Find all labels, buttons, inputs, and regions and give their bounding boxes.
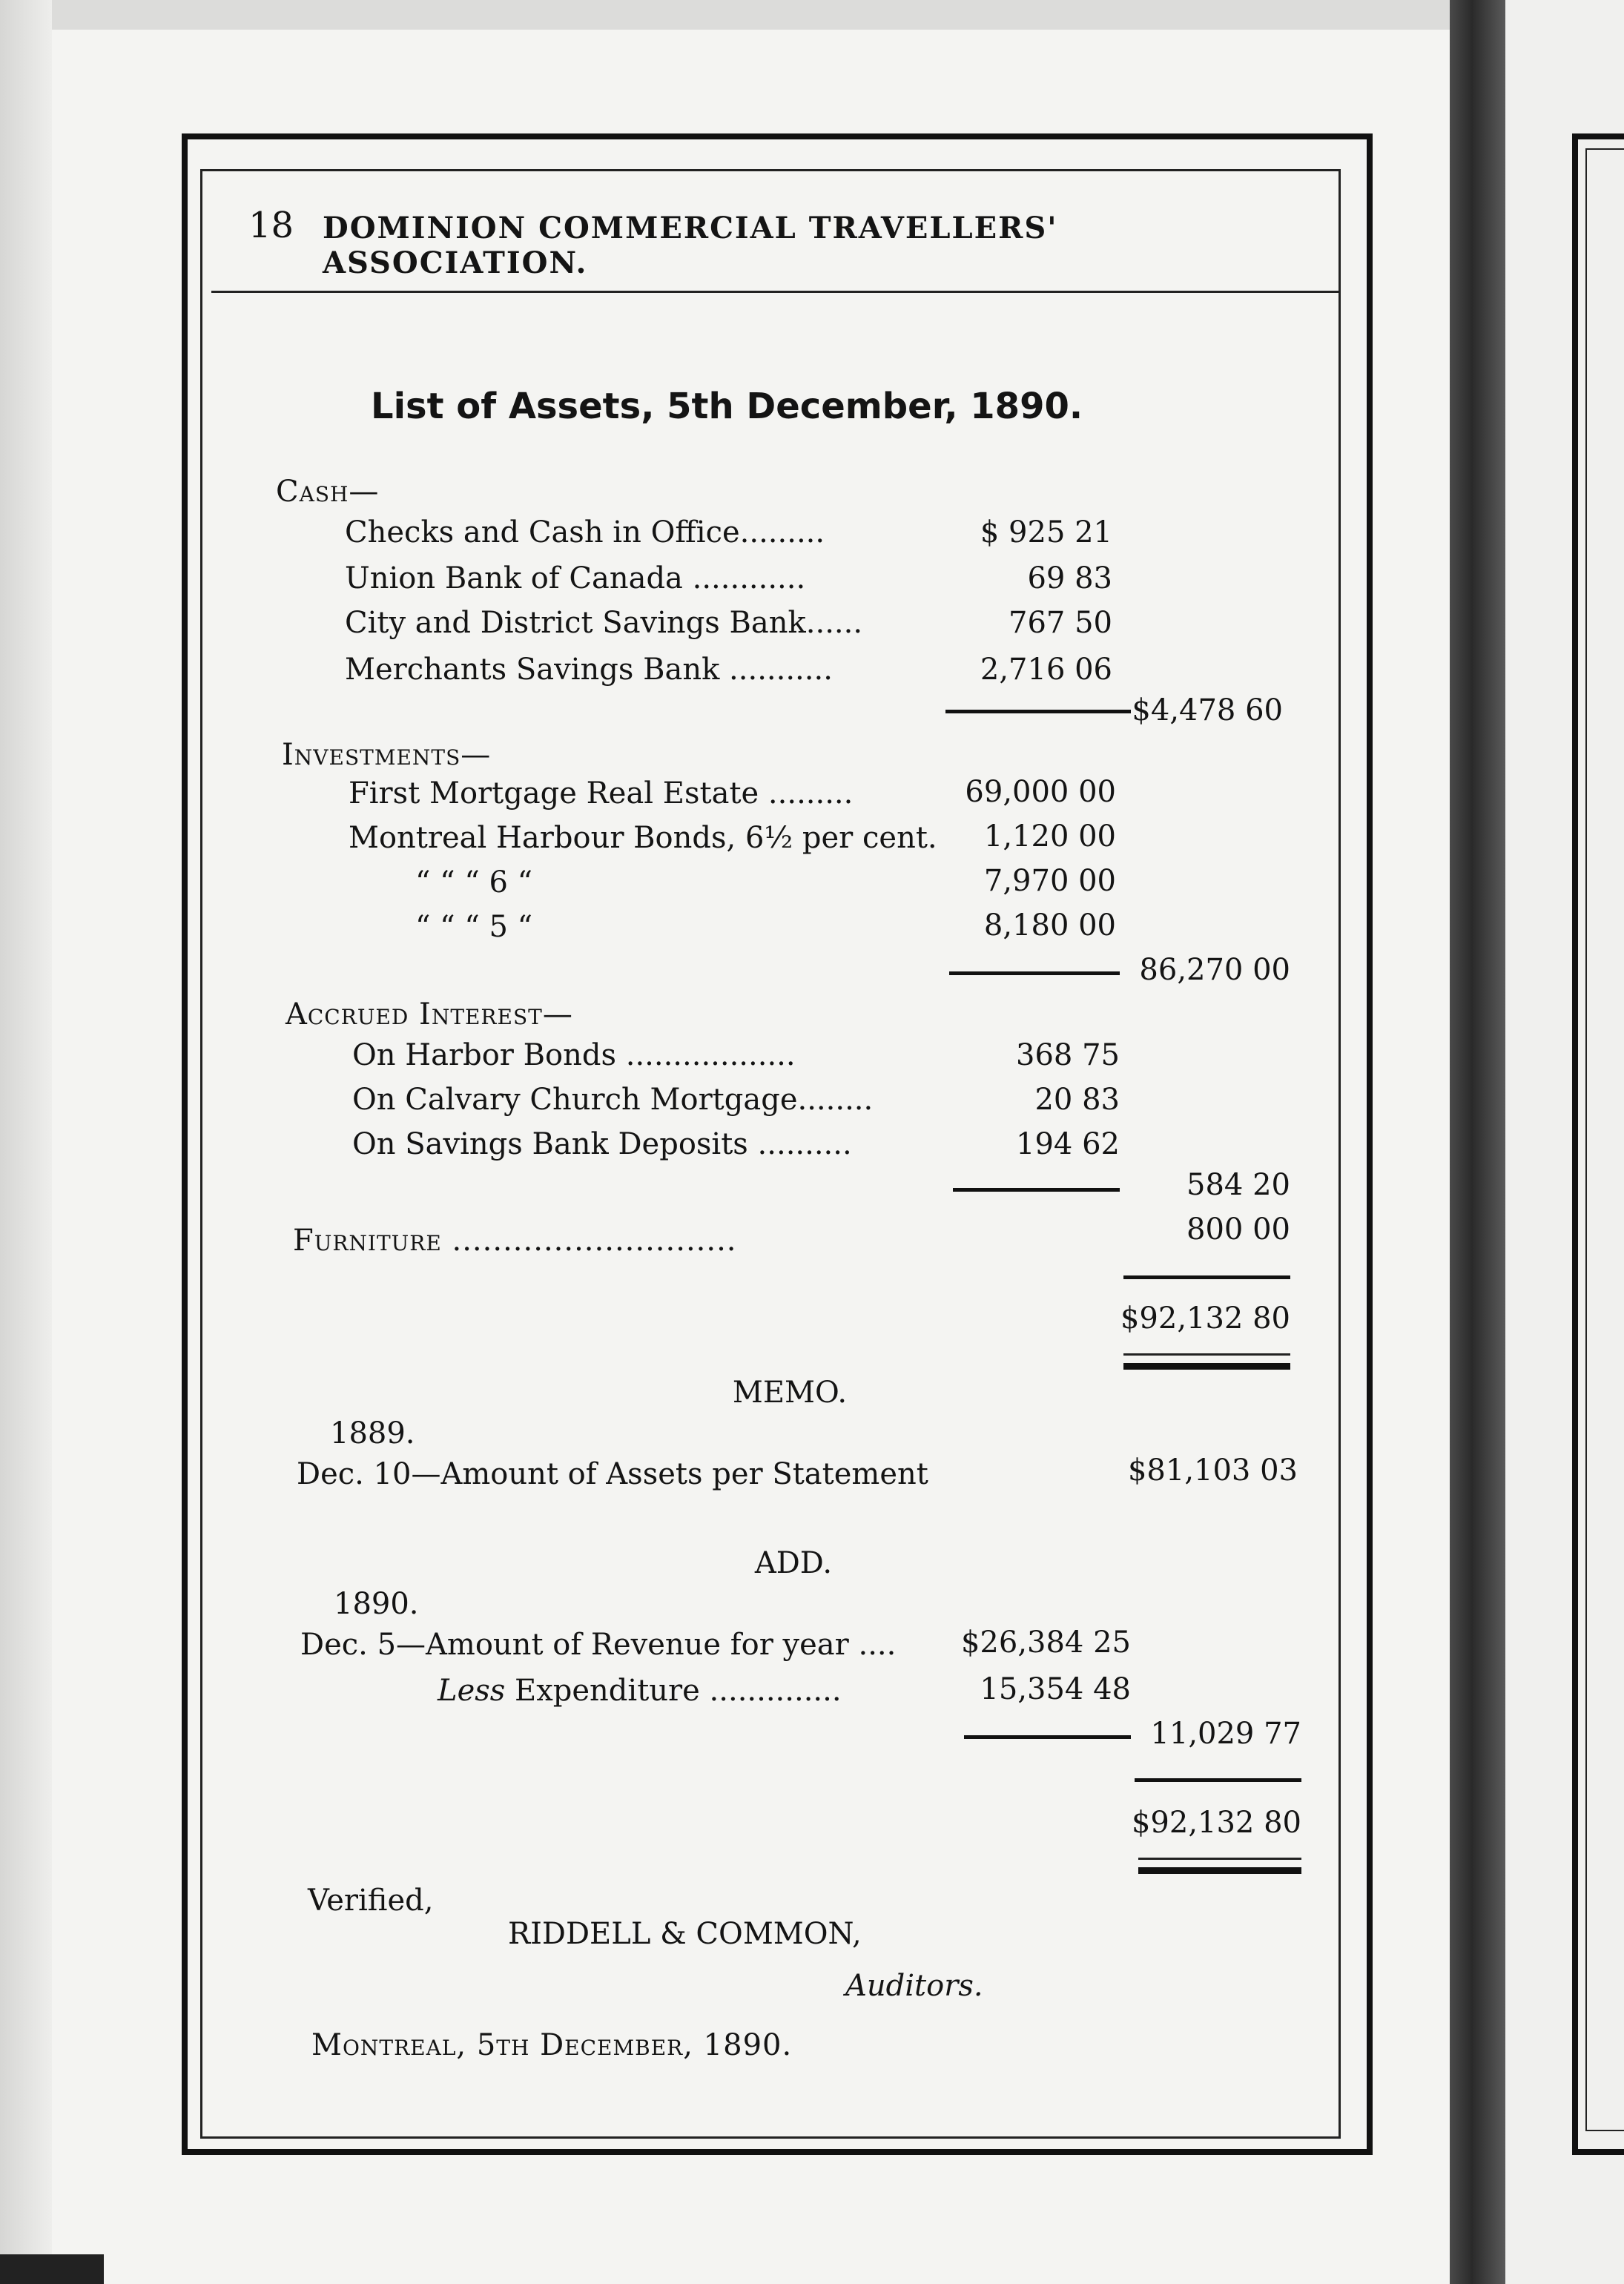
memo-year: 1889. — [330, 1416, 415, 1450]
memo-line: Dec. 10—Amount of Assets per Statement — [297, 1457, 928, 1491]
less-word: Less — [438, 1674, 506, 1708]
investment-item-amount: 8,180 00 — [983, 908, 1116, 943]
accrued-item-amount: 194 62 — [1016, 1127, 1120, 1161]
page-number: 18 — [248, 205, 294, 246]
memo-heading: MEMO. — [732, 1376, 848, 1410]
header-rule — [211, 291, 1339, 293]
cash-item-amount: 767 50 — [1009, 606, 1112, 640]
add-heading: ADD. — [754, 1546, 833, 1580]
double-rule-top — [1123, 1353, 1290, 1356]
cash-item-label: City and District Savings Bank...... — [345, 606, 863, 640]
accrued-item-label: On Harbor Bonds .................. — [352, 1038, 796, 1072]
accrued-item-amount: 368 75 — [1016, 1038, 1120, 1072]
cash-item-label: Checks and Cash in Office......... — [345, 515, 825, 549]
accrued-item-label: On Savings Bank Deposits .......... — [352, 1127, 852, 1161]
cash-item-label: Merchants Savings Bank ........... — [345, 653, 833, 687]
subtotal-rule — [949, 971, 1120, 975]
accrued-item-amount: 20 83 — [1034, 1083, 1120, 1117]
furniture-amount: 800 00 — [1186, 1212, 1290, 1247]
scan-left-edge — [0, 0, 52, 2284]
subtotal-rule — [945, 710, 1131, 713]
page-header — [211, 200, 1324, 280]
scan-top-edge — [0, 0, 1453, 30]
cash-total: $4,478 60 — [1132, 693, 1283, 727]
subtotal-rule — [964, 1735, 1131, 1739]
place-date: Montreal, 5th December, 1890. — [311, 2028, 793, 2062]
investment-item-amount: 1,120 00 — [983, 819, 1116, 854]
book-gutter — [1450, 0, 1505, 2284]
cash-item-amount: 69 83 — [1027, 561, 1112, 595]
investment-item-amount: 7,970 00 — [983, 864, 1116, 898]
expenditure-line: Expenditure .............. — [505, 1674, 842, 1708]
page-title: List of Assets, 5th December, 1890. — [371, 386, 1083, 427]
accrued-heading: Accrued Interest— — [285, 997, 573, 1032]
memo-amount: $81,103 03 — [1127, 1453, 1298, 1488]
expenditure-amount: 15,354 48 — [980, 1672, 1131, 1706]
double-rule-bottom — [1138, 1867, 1301, 1874]
facing-page-frame-inner — [1585, 148, 1624, 2131]
investment-item-amount: 69,000 00 — [965, 775, 1116, 809]
net-revenue: 11,029 77 — [1150, 1717, 1301, 1751]
grand-total: $92,132 80 — [1120, 1301, 1290, 1336]
investment-item-label: First Mortgage Real Estate ......... — [349, 776, 854, 811]
double-rule-top — [1138, 1858, 1301, 1860]
accrued-total: 584 20 — [1186, 1168, 1290, 1202]
investments-heading: Investments— — [282, 738, 492, 772]
cash-heading: Cash— — [276, 475, 380, 509]
auditor-role: Auditors. — [845, 1969, 983, 2003]
investment-item-label: “ “ “ 6 “ — [415, 865, 533, 900]
auditor-firm: RIDDELL & COMMON, — [508, 1917, 862, 1951]
revenue-line: Dec. 5—Amount of Revenue for year .... — [300, 1628, 897, 1662]
running-title: DOMINION COMMERCIAL TRAVELLERS' ASSOCIATION. — [323, 211, 1058, 280]
investments-total: 86,270 00 — [1139, 953, 1290, 987]
verified-label: Verified, — [308, 1884, 434, 1918]
investment-item-label: Montreal Harbour Bonds, 6½ per cent. — [349, 821, 937, 855]
total-rule — [1135, 1778, 1301, 1782]
cash-item-label: Union Bank of Canada ............ — [345, 561, 806, 595]
cash-item-amount: $ 925 21 — [980, 515, 1112, 549]
revenue-amount: $26,384 25 — [960, 1625, 1131, 1660]
add-total: $92,132 80 — [1131, 1806, 1301, 1840]
furniture-label: Furniture ............................ — [293, 1224, 737, 1258]
total-rule — [1123, 1275, 1290, 1279]
cash-item-amount: 2,716 06 — [980, 653, 1112, 687]
subtotal-rule — [953, 1188, 1120, 1192]
add-year: 1890. — [334, 1587, 419, 1621]
investment-item-label: “ “ “ 5 “ — [415, 910, 533, 944]
double-rule-bottom — [1123, 1363, 1290, 1370]
accrued-item-label: On Calvary Church Mortgage........ — [352, 1083, 874, 1117]
scan-bottom-edge — [0, 2254, 104, 2284]
